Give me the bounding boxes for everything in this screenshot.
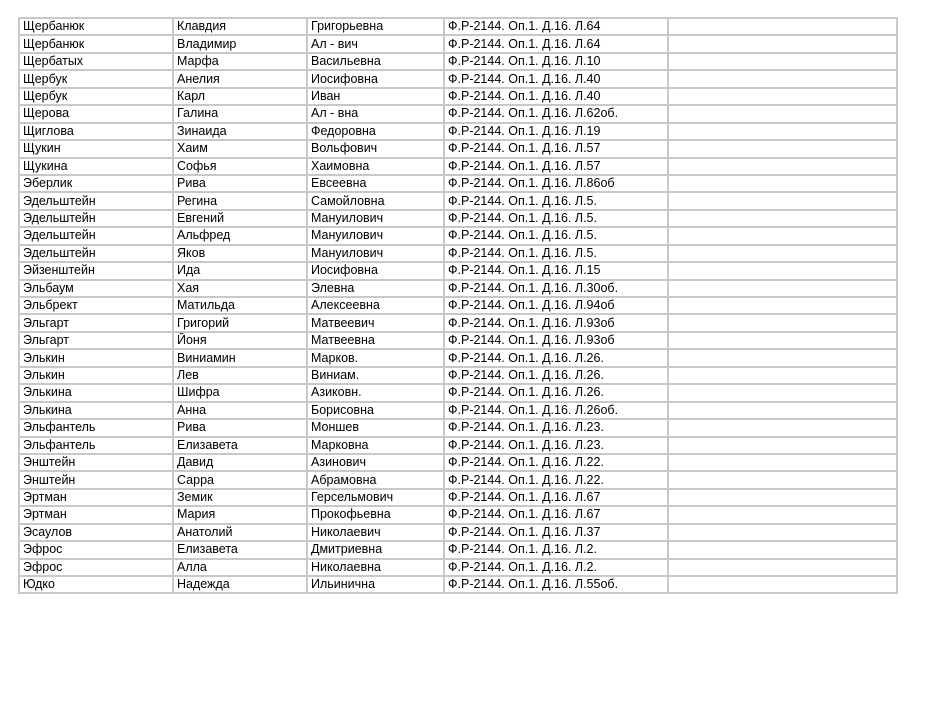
archive-reference-cell: Ф.Р-2144. Оп.1. Д.16. Л.94об: [444, 297, 668, 314]
surname-cell: Энштейн: [19, 471, 173, 488]
empty-cell: [668, 192, 897, 209]
first-name-cell: Владимир: [173, 35, 307, 52]
archive-reference-cell: Ф.Р-2144. Оп.1. Д.16. Л.26.: [444, 349, 668, 366]
first-name-cell: Карл: [173, 88, 307, 105]
archive-reference-cell: Ф.Р-2144. Оп.1. Д.16. Л.26.: [444, 384, 668, 401]
first-name-cell: Анелия: [173, 70, 307, 87]
surname-cell: Эйзенштейн: [19, 262, 173, 279]
surname-cell: Щербук: [19, 70, 173, 87]
archive-reference-cell: Ф.Р-2144. Оп.1. Д.16. Л.93об: [444, 332, 668, 349]
table-row: [19, 402, 897, 419]
first-name-cell: Виниамин: [173, 349, 307, 366]
empty-cell: [668, 471, 897, 488]
patronymic-cell: Марков.: [307, 349, 444, 366]
patronymic-cell: Моншев: [307, 419, 444, 436]
surname-cell: Энштейн: [19, 454, 173, 471]
empty-cell: [668, 123, 897, 140]
table-row: [19, 18, 897, 35]
empty-cell: [668, 88, 897, 105]
patronymic-cell: Прокофьевна: [307, 506, 444, 523]
empty-cell: [668, 437, 897, 454]
table-row: [19, 559, 897, 576]
first-name-cell: Елизавета: [173, 437, 307, 454]
patronymic-cell: Ал - вна: [307, 105, 444, 122]
table-row: [19, 471, 897, 488]
surname-cell: Эдельштейн: [19, 245, 173, 262]
surname-cell: Элькин: [19, 349, 173, 366]
table-row: [19, 210, 897, 227]
table-row: [19, 53, 897, 70]
empty-cell: [668, 70, 897, 87]
archive-reference-cell: Ф.Р-2144. Оп.1. Д.16. Л.5.: [444, 245, 668, 262]
empty-cell: [668, 367, 897, 384]
archive-reference-cell: Ф.Р-2144. Оп.1. Д.16. Л.30об.: [444, 280, 668, 297]
patronymic-cell: Николаевич: [307, 524, 444, 541]
patronymic-cell: Хаимовна: [307, 158, 444, 175]
table-row: [19, 541, 897, 558]
empty-cell: [668, 489, 897, 506]
first-name-cell: Яков: [173, 245, 307, 262]
patronymic-cell: Иосифовна: [307, 70, 444, 87]
archive-reference-cell: Ф.Р-2144. Оп.1. Д.16. Л.64: [444, 35, 668, 52]
empty-cell: [668, 506, 897, 523]
surname-cell: Эртман: [19, 489, 173, 506]
table-row: [19, 437, 897, 454]
surname-cell: Эфрос: [19, 559, 173, 576]
surname-cell: Эдельштейн: [19, 192, 173, 209]
patronymic-cell: Ильинична: [307, 576, 444, 593]
first-name-cell: Земик: [173, 489, 307, 506]
table-row: [19, 384, 897, 401]
archive-reference-cell: Ф.Р-2144. Оп.1. Д.16. Л.67: [444, 506, 668, 523]
empty-cell: [668, 210, 897, 227]
first-name-cell: Марфа: [173, 53, 307, 70]
archive-reference-cell: Ф.Р-2144. Оп.1. Д.16. Л.57: [444, 140, 668, 157]
empty-cell: [668, 541, 897, 558]
surname-cell: Эльбрект: [19, 297, 173, 314]
surname-cell: Эсаулов: [19, 524, 173, 541]
surname-cell: Эфрос: [19, 541, 173, 558]
empty-cell: [668, 227, 897, 244]
archive-reference-cell: Ф.Р-2144. Оп.1. Д.16. Л.64: [444, 18, 668, 35]
table-row: [19, 524, 897, 541]
table-row: [19, 35, 897, 52]
surname-cell: Щербанюк: [19, 18, 173, 35]
first-name-cell: Анна: [173, 402, 307, 419]
first-name-cell: Надежда: [173, 576, 307, 593]
table-row: [19, 576, 897, 593]
table-row: [19, 349, 897, 366]
patronymic-cell: Самойловна: [307, 192, 444, 209]
patronymic-cell: Мануилович: [307, 227, 444, 244]
surname-cell: Эртман: [19, 506, 173, 523]
empty-cell: [668, 332, 897, 349]
first-name-cell: Рива: [173, 175, 307, 192]
patronymic-cell: Васильевна: [307, 53, 444, 70]
archive-reference-cell: Ф.Р-2144. Оп.1. Д.16. Л.40: [444, 88, 668, 105]
first-name-cell: Рива: [173, 419, 307, 436]
surname-cell: Юдко: [19, 576, 173, 593]
first-name-cell: Регина: [173, 192, 307, 209]
table-row: [19, 297, 897, 314]
patronymic-cell: Ал - вич: [307, 35, 444, 52]
first-name-cell: Клавдия: [173, 18, 307, 35]
patronymic-cell: Азинович: [307, 454, 444, 471]
first-name-cell: Йоня: [173, 332, 307, 349]
first-name-cell: Хаим: [173, 140, 307, 157]
patronymic-cell: Матвеевич: [307, 314, 444, 331]
first-name-cell: Лев: [173, 367, 307, 384]
empty-cell: [668, 559, 897, 576]
empty-cell: [668, 524, 897, 541]
first-name-cell: Сарра: [173, 471, 307, 488]
empty-cell: [668, 454, 897, 471]
empty-cell: [668, 402, 897, 419]
empty-cell: [668, 297, 897, 314]
patronymic-cell: Дмитриевна: [307, 541, 444, 558]
empty-cell: [668, 105, 897, 122]
surname-cell: Эберлик: [19, 175, 173, 192]
archive-reference-cell: Ф.Р-2144. Оп.1. Д.16. Л.2.: [444, 541, 668, 558]
archive-reference-cell: Ф.Р-2144. Оп.1. Д.16. Л.93об: [444, 314, 668, 331]
surname-cell: Эдельштейн: [19, 227, 173, 244]
table-row: [19, 105, 897, 122]
archive-reference-cell: Ф.Р-2144. Оп.1. Д.16. Л.86об: [444, 175, 668, 192]
archive-reference-cell: Ф.Р-2144. Оп.1. Д.16. Л.10: [444, 53, 668, 70]
table-row: [19, 192, 897, 209]
first-name-cell: Матильда: [173, 297, 307, 314]
patronymic-cell: Азиковн.: [307, 384, 444, 401]
empty-cell: [668, 280, 897, 297]
table-row: [19, 227, 897, 244]
surname-cell: Элькина: [19, 402, 173, 419]
patronymic-cell: Федоровна: [307, 123, 444, 140]
archive-reference-cell: Ф.Р-2144. Оп.1. Д.16. Л.37: [444, 524, 668, 541]
table-row: [19, 140, 897, 157]
patronymic-cell: Марковна: [307, 437, 444, 454]
archive-reference-cell: Ф.Р-2144. Оп.1. Д.16. Л.2.: [444, 559, 668, 576]
empty-cell: [668, 349, 897, 366]
archive-reference-cell: Ф.Р-2144. Оп.1. Д.16. Л.67: [444, 489, 668, 506]
archive-reference-cell: Ф.Р-2144. Оп.1. Д.16. Л.55об.: [444, 576, 668, 593]
first-name-cell: Евгений: [173, 210, 307, 227]
empty-cell: [668, 576, 897, 593]
patronymic-cell: Матвеевна: [307, 332, 444, 349]
first-name-cell: Хая: [173, 280, 307, 297]
first-name-cell: Альфред: [173, 227, 307, 244]
table-row: [19, 506, 897, 523]
records-table: [18, 17, 898, 594]
patronymic-cell: Алексеевна: [307, 297, 444, 314]
patronymic-cell: Абрамовна: [307, 471, 444, 488]
table-row: [19, 123, 897, 140]
records-table-body: [19, 18, 897, 593]
surname-cell: Элькин: [19, 367, 173, 384]
empty-cell: [668, 53, 897, 70]
archive-reference-cell: Ф.Р-2144. Оп.1. Д.16. Л.5.: [444, 227, 668, 244]
patronymic-cell: Элевна: [307, 280, 444, 297]
table-row: [19, 419, 897, 436]
surname-cell: Элькина: [19, 384, 173, 401]
surname-cell: Щербанюк: [19, 35, 173, 52]
empty-cell: [668, 18, 897, 35]
surname-cell: Эдельштейн: [19, 210, 173, 227]
first-name-cell: Ида: [173, 262, 307, 279]
table-row: [19, 454, 897, 471]
surname-cell: Щиглова: [19, 123, 173, 140]
archive-reference-cell: Ф.Р-2144. Оп.1. Д.16. Л.5.: [444, 192, 668, 209]
patronymic-cell: Евсеевна: [307, 175, 444, 192]
first-name-cell: Давид: [173, 454, 307, 471]
first-name-cell: Софья: [173, 158, 307, 175]
table-row: [19, 262, 897, 279]
first-name-cell: Елизавета: [173, 541, 307, 558]
archive-reference-cell: Ф.Р-2144. Оп.1. Д.16. Л.22.: [444, 471, 668, 488]
table-row: [19, 314, 897, 331]
archive-reference-cell: Ф.Р-2144. Оп.1. Д.16. Л.22.: [444, 454, 668, 471]
first-name-cell: Зинаида: [173, 123, 307, 140]
table-row: [19, 158, 897, 175]
archive-reference-cell: Ф.Р-2144. Оп.1. Д.16. Л.40: [444, 70, 668, 87]
empty-cell: [668, 35, 897, 52]
table-row: [19, 88, 897, 105]
patronymic-cell: Мануилович: [307, 245, 444, 262]
empty-cell: [668, 419, 897, 436]
surname-cell: Щукин: [19, 140, 173, 157]
empty-cell: [668, 245, 897, 262]
first-name-cell: Алла: [173, 559, 307, 576]
archive-reference-cell: Ф.Р-2144. Оп.1. Д.16. Л.23.: [444, 419, 668, 436]
first-name-cell: Галина: [173, 105, 307, 122]
archive-reference-cell: Ф.Р-2144. Оп.1. Д.16. Л.26.: [444, 367, 668, 384]
empty-cell: [668, 262, 897, 279]
table-row: [19, 367, 897, 384]
patronymic-cell: Иосифовна: [307, 262, 444, 279]
archive-reference-cell: Ф.Р-2144. Оп.1. Д.16. Л.62об.: [444, 105, 668, 122]
empty-cell: [668, 384, 897, 401]
archive-reference-cell: Ф.Р-2144. Оп.1. Д.16. Л.23.: [444, 437, 668, 454]
empty-cell: [668, 175, 897, 192]
patronymic-cell: Борисовна: [307, 402, 444, 419]
patronymic-cell: Иван: [307, 88, 444, 105]
archive-reference-cell: Ф.Р-2144. Оп.1. Д.16. Л.15: [444, 262, 668, 279]
first-name-cell: Григорий: [173, 314, 307, 331]
table-row: [19, 175, 897, 192]
surname-cell: Эльбаум: [19, 280, 173, 297]
empty-cell: [668, 314, 897, 331]
archive-reference-cell: Ф.Р-2144. Оп.1. Д.16. Л.5.: [444, 210, 668, 227]
patronymic-cell: Мануилович: [307, 210, 444, 227]
surname-cell: Щербук: [19, 88, 173, 105]
table-row: [19, 332, 897, 349]
patronymic-cell: Николаевна: [307, 559, 444, 576]
surname-cell: Эльгарт: [19, 314, 173, 331]
surname-cell: Щерова: [19, 105, 173, 122]
empty-cell: [668, 140, 897, 157]
surname-cell: Эльфантель: [19, 419, 173, 436]
patronymic-cell: Григорьевна: [307, 18, 444, 35]
table-row: [19, 489, 897, 506]
patronymic-cell: Виниам.: [307, 367, 444, 384]
first-name-cell: Шифра: [173, 384, 307, 401]
patronymic-cell: Герсельмович: [307, 489, 444, 506]
empty-cell: [668, 158, 897, 175]
table-row: [19, 245, 897, 262]
archive-reference-cell: Ф.Р-2144. Оп.1. Д.16. Л.26об.: [444, 402, 668, 419]
archive-reference-cell: Ф.Р-2144. Оп.1. Д.16. Л.57: [444, 158, 668, 175]
surname-cell: Эльфантель: [19, 437, 173, 454]
patronymic-cell: Вольфович: [307, 140, 444, 157]
table-row: [19, 70, 897, 87]
surname-cell: Щукина: [19, 158, 173, 175]
first-name-cell: Мария: [173, 506, 307, 523]
archive-reference-cell: Ф.Р-2144. Оп.1. Д.16. Л.19: [444, 123, 668, 140]
first-name-cell: Анатолий: [173, 524, 307, 541]
surname-cell: Эльгарт: [19, 332, 173, 349]
surname-cell: Щербатых: [19, 53, 173, 70]
table-row: [19, 280, 897, 297]
